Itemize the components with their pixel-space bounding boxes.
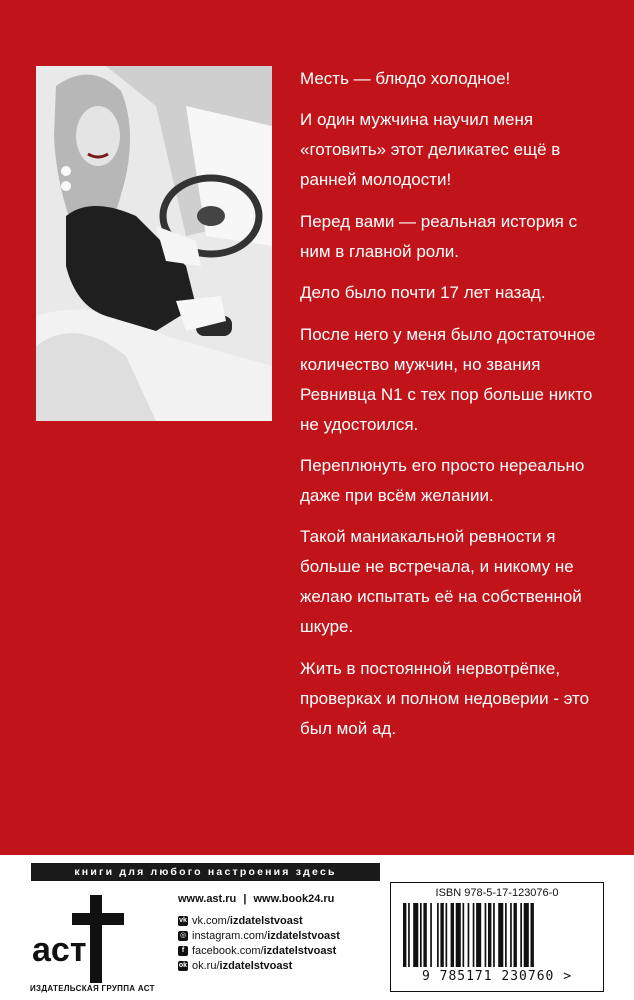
blurb-paragraph: Дело было почти 17 лет назад. <box>300 283 546 303</box>
barcode-bar <box>476 903 481 967</box>
blurb-paragraph: После него у меня было достаточное количество мужчин, но звания Ревнивца N1 с тех пор больше никто не удостоился. <box>300 324 596 434</box>
promo-strip: книги для любого настроения здесь <box>31 863 380 881</box>
ast-logo <box>28 891 138 995</box>
website-separator: | <box>243 893 247 905</box>
barcode-bar <box>437 903 439 967</box>
odnoklassniki-icon: ok <box>178 961 188 969</box>
blurb-paragraph: Месть — блюдо холодное! <box>300 69 511 88</box>
social-link-odnoklassniki[interactable] <box>178 958 340 973</box>
barcode-bar <box>403 903 406 967</box>
blurb-paragraph: Перед вами — реальная история с ним в главной роли. <box>300 211 578 261</box>
social-prefix: facebook.com/ <box>192 944 264 957</box>
barcode-bar <box>510 903 512 967</box>
barcode-bar <box>446 903 448 967</box>
barcode-digits: 9 785171 230760 > <box>421 969 573 984</box>
isbn-barcode-box <box>390 882 604 992</box>
social-link-facebook[interactable] <box>178 943 340 958</box>
barcode-bar <box>440 903 443 967</box>
barcode-bar <box>493 903 495 967</box>
website-link-ast[interactable]: www.ast.ru <box>178 893 237 905</box>
publisher-footer <box>0 855 634 1000</box>
social-handle: izdatelstvoast <box>263 944 337 957</box>
barcode-bar <box>451 903 454 967</box>
social-link-vk[interactable] <box>178 913 340 928</box>
social-prefix: ok.ru/ <box>192 959 220 972</box>
social-link-instagram[interactable] <box>178 928 340 943</box>
blurb-paragraph: И один мужчина научил меня «готовить» этот деликатес ещё в ранней молодости! <box>300 110 561 190</box>
facebook-icon: f <box>178 946 188 956</box>
logo-lettering: аст <box>32 931 87 969</box>
barcode-bar <box>524 903 529 967</box>
isbn-number: ISBN 978-5-17-123076-0 <box>435 887 559 899</box>
barcode-bar <box>514 903 517 967</box>
barcode-bar <box>413 903 418 967</box>
barcode <box>401 903 589 967</box>
barcode-bar <box>531 903 534 967</box>
vk-icon: vk <box>179 916 187 924</box>
barcode-bar <box>485 903 487 967</box>
barcode-bar <box>456 903 461 967</box>
social-handle: izdatelstvoast <box>219 959 293 972</box>
barcode-bar <box>463 903 465 967</box>
barcode-bar <box>468 903 470 967</box>
websites-line <box>178 893 334 905</box>
blurb-paragraph: Жить в постоянной нервотрёпке, проверках и полном недоверии - это был мой ад. <box>300 658 590 738</box>
social-prefix: instagram.com/ <box>192 929 268 942</box>
barcode-bar <box>505 903 507 967</box>
blurb-paragraph: Переплюнуть его просто нереально даже при всём желании. <box>300 455 585 505</box>
blurb-text <box>300 64 610 755</box>
barcode-bar <box>520 903 522 967</box>
social-prefix: vk.com/ <box>192 914 230 927</box>
social-handle: izdatelstvoast <box>229 914 303 927</box>
barcode-bar <box>498 903 503 967</box>
author-photo <box>36 66 272 421</box>
barcode-bar <box>423 903 426 967</box>
website-link-book24[interactable]: www.book24.ru <box>253 893 335 905</box>
barcode-bar <box>420 903 422 967</box>
blurb-paragraph: Такой маниакальной ревности я больше не встречала, и никому не желаю испытать её на собственной шкуре. <box>300 527 582 637</box>
barcode-bar <box>408 903 410 967</box>
barcode-bar <box>488 903 491 967</box>
instagram-icon: ◎ <box>179 931 187 939</box>
social-handle: izdatelstvoast <box>267 929 340 942</box>
social-links <box>178 913 340 973</box>
publisher-caption: ИЗДАТЕЛЬСКАЯ ГРУППА АСТ <box>30 984 155 993</box>
author-photo-illustration <box>36 66 272 421</box>
barcode-bar <box>473 903 475 967</box>
barcode-bar <box>430 903 432 967</box>
